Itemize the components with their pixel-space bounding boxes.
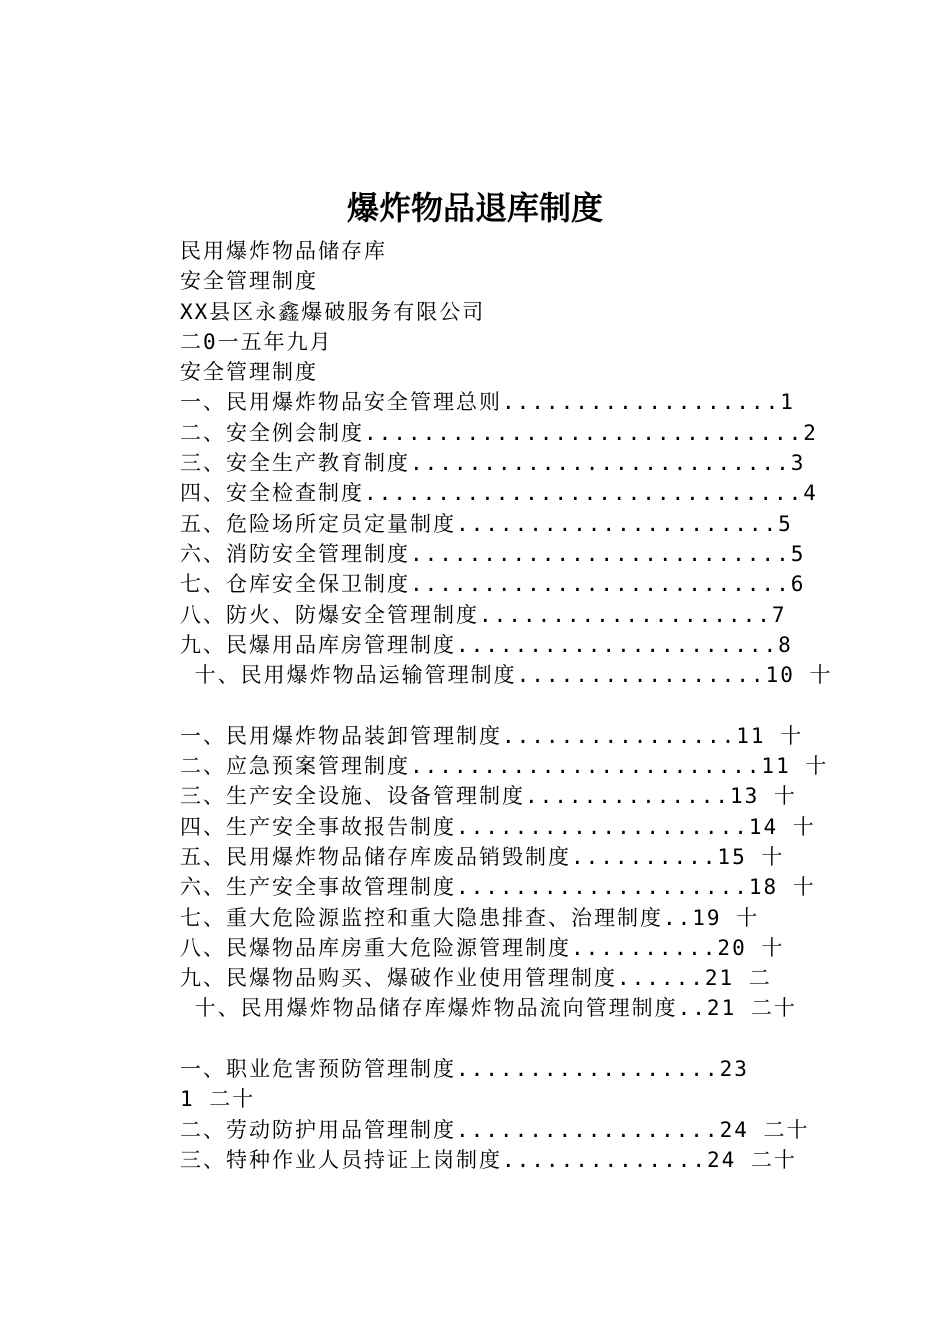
- document-body: [180, 236, 860, 1175]
- text-line: 六、消防安全管理制度..........................5: [180, 541, 806, 566]
- text-line: 一、民用爆炸物品装卸管理制度................11 十: [180, 723, 804, 748]
- text-line: 四、安全检查制度..............................4: [180, 481, 818, 506]
- text-line: 二、安全例会制度..............................2: [180, 420, 818, 445]
- text-line: 三、生产安全设施、设备管理制度..............13 十: [180, 784, 797, 809]
- text-line: XX县区永鑫爆破服务有限公司: [180, 299, 486, 324]
- text-line: 三、特种作业人员持证上岗制度..............24 二十: [180, 1147, 797, 1172]
- text-line: 十、民用爆炸物品储存库爆炸物品流向管理制度..21 二十: [180, 996, 797, 1021]
- text-line: 二0一五年九月: [180, 329, 333, 354]
- text-line: 民用爆炸物品储存库: [180, 239, 387, 263]
- blank-line: [180, 690, 860, 720]
- text-line: 安全管理制度: [180, 360, 318, 385]
- text-line: 六、生产安全事故管理制度....................18 十: [180, 875, 816, 900]
- text-line: 三、安全生产教育制度..........................3: [180, 451, 806, 476]
- text-line: 八、防火、防爆安全管理制度....................7: [180, 602, 787, 627]
- text-line: 九、民爆物品购买、爆破作业使用管理制度......21 二: [180, 966, 772, 991]
- text-line: 四、生产安全事故报告制度....................14 十: [180, 814, 816, 839]
- text-line: 1 二十: [180, 1087, 256, 1112]
- text-line: 安全管理制度: [180, 269, 318, 294]
- document-title: 爆炸物品退库制度: [346, 189, 603, 227]
- text-line: 九、民爆用品库房管理制度......................8: [180, 632, 793, 657]
- text-line: 十、民用爆炸物品运输管理制度.................10 十: [180, 663, 833, 688]
- blank-line: [180, 1024, 860, 1054]
- text-line: 八、民爆物品库房重大危险源管理制度..........20 十: [180, 935, 785, 960]
- text-line: 七、仓库安全保卫制度..........................6: [180, 572, 806, 597]
- text-line: 五、民用爆炸物品储存库废品销毁制度..........15 十: [180, 844, 785, 869]
- text-line: 五、危险场所定员定量制度......................5: [180, 511, 793, 536]
- text-line: 二、应急预案管理制度........................11 十: [180, 754, 829, 779]
- text-line: 一、职业危害预防管理制度..................23: [180, 1057, 749, 1082]
- text-line: 二、劳动防护用品管理制度..................24 二十: [180, 1117, 810, 1142]
- text-line: 一、民用爆炸物品安全管理总则...................1: [180, 390, 795, 415]
- text-line: 七、重大危险源监控和重大隐患排查、治理制度..19 十: [180, 905, 760, 930]
